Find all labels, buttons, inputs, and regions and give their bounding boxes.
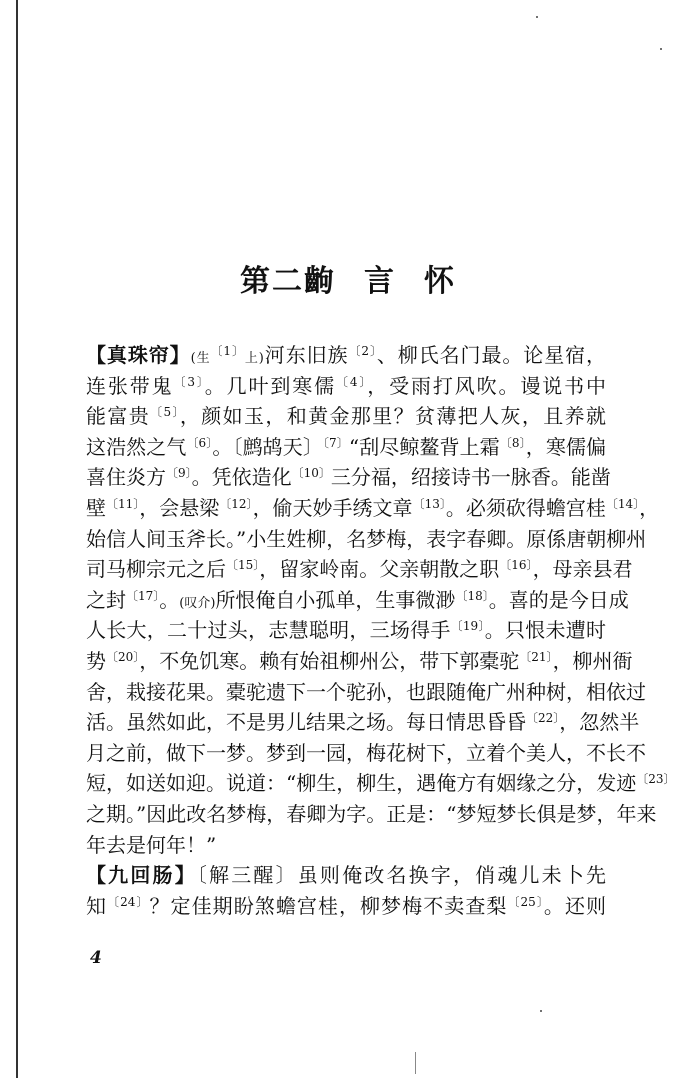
- chapter-title: [0, 256, 696, 300]
- footnote-ref: 〔20〕: [106, 649, 140, 664]
- footnote-ref: 〔7〕: [322, 435, 349, 450]
- scan-mark: [415, 1052, 416, 1074]
- footnote-ref: 〔22〕: [526, 711, 560, 726]
- footnote-ref: 〔13〕: [412, 496, 446, 511]
- stage-direction: (叹介): [179, 595, 216, 611]
- main-text: [86, 340, 676, 921]
- chapter-title-word-2: 怀: [424, 264, 456, 299]
- text-line: 能富贵$^{〔5〕}$，颜如玉，和黄金那里？贫薄把人灰，且养就: [86, 404, 607, 429]
- footnote-ref: 〔17〕: [126, 588, 160, 603]
- text-line: 壁$^{〔11〕}$，会悬梁$^{〔12〕}$，偷天妙手绣文章$^{〔13〕}$。必须砍得蟾宫桂$^{〔14〕}$，: [86, 495, 660, 520]
- footnote-ref: 〔5〕: [150, 405, 180, 420]
- footnote-ref: 〔6〕: [186, 435, 213, 450]
- text-line: 连张带鬼$^{〔3〕}$。几叶到寒儒$^{〔4〕}$，受雨打风吹。谩说书中: [86, 373, 607, 398]
- text-line: 舍，栽接花果。橐驼遗下一个驼孙，也跟随俺广州种树，相依过: [86, 679, 646, 704]
- footnote-ref: 〔3〕: [173, 374, 205, 389]
- text-line: 司马柳宗元之后$^{〔15〕}$，留家岭南。父亲朝散之职$^{〔16〕}$，母亲县君: [86, 557, 633, 582]
- text-line: 势$^{〔20〕}$，不免饥寒。赖有始祖柳州公，带下郭橐驼$^{〔21〕}$，柳州衙: [86, 648, 633, 673]
- stage-direction: 上): [244, 351, 264, 366]
- footnote-ref: 〔4〕: [336, 374, 368, 389]
- text-line: 活。虽然如此，不是男儿结果之场。每日情思昏昏$^{〔22〕}$，忽然半: [86, 710, 640, 735]
- text-line: 年去是何年！”: [86, 832, 217, 857]
- text-line: 短，如送如迎。说道：“柳生，柳生，遇俺方有姻缘之分，发迹$^{〔23〕}$: [86, 771, 676, 796]
- page-number: 4: [90, 948, 102, 968]
- scan-speck: [540, 1010, 542, 1012]
- text-line: 【真珠帘】(生$^{〔1〕}$上)河东旧族$^{〔2〕}$、柳氏名门最。论星宿，: [86, 343, 607, 367]
- footnote-ref: 〔10〕: [291, 466, 331, 481]
- footnote-ref: 〔21〕: [519, 649, 553, 664]
- footnote-ref: 〔18〕: [455, 588, 489, 603]
- footnote-ref: 〔2〕: [348, 344, 377, 358]
- stage-direction: (生: [190, 351, 211, 366]
- text-line: 之期。”因此改名梦梅，春卿为字。正是：“梦短梦长俱是梦，年来: [86, 801, 657, 826]
- footnote-ref: 〔15〕: [226, 558, 260, 573]
- text-line: 月之前，做下一梦。梦到一园，梅花树下，立着个美人，不长不: [86, 740, 646, 765]
- footnote-ref: 〔9〕: [166, 466, 192, 481]
- scan-edge-line: [16, 0, 18, 1078]
- footnote-ref: 〔1〕: [210, 344, 245, 358]
- text-line: 人长大，二十过头，志慧聪明，三场得手$^{〔19〕}$。只恨未遭时: [86, 618, 606, 643]
- text-line: 【九回肠】〔解三醒〕虽则俺改名换字，俏魂儿未卜先: [86, 863, 607, 888]
- chapter-title-number: 第二齣: [240, 264, 336, 299]
- text-line: 这浩然之气$^{〔6〕}$。〔鹧鸪天〕$^{〔7〕}$“刮尽鲸鳌背上霜$^{〔8〕}$，寒儒偏: [86, 434, 607, 459]
- scan-speck: [536, 16, 538, 18]
- text-line: 之封$^{〔17〕}$。(叹介)所恨俺自小孤单，生事微渺$^{〔18〕}$。喜的是今日成: [86, 587, 629, 612]
- footnote-ref: 〔24〕: [107, 894, 150, 909]
- text-line: 知$^{〔24〕}$？定佳期盼煞蟾宫桂，柳梦梅不卖查梨$^{〔25〕}$。还则: [86, 893, 607, 918]
- text-line: 始信人间玉斧长。”小生姓柳，名梦梅，表字春卿。原係唐朝柳州: [86, 526, 647, 551]
- footnote-ref: 〔12〕: [219, 496, 253, 511]
- tune-label: 【九回肠】: [86, 863, 197, 888]
- footnote-ref: 〔19〕: [450, 619, 485, 634]
- chapter-title-word-1: 言: [364, 264, 396, 299]
- tune-label: 【真珠帘】: [86, 343, 191, 367]
- footnote-ref: 〔16〕: [499, 558, 533, 573]
- footnote-ref: 〔8〕: [499, 435, 526, 450]
- text-line: 喜住炎方$^{〔9〕}$。凭依造化$^{〔10〕}$三分福，绍接诗书一脉香。能凿: [86, 465, 611, 490]
- footnote-ref: 〔11〕: [106, 496, 140, 511]
- footnote-ref: 〔14〕: [605, 496, 640, 511]
- scan-speck: [660, 48, 662, 50]
- footnote-ref: 〔25〕: [507, 894, 544, 909]
- footnote-ref: 〔23〕: [636, 772, 676, 787]
